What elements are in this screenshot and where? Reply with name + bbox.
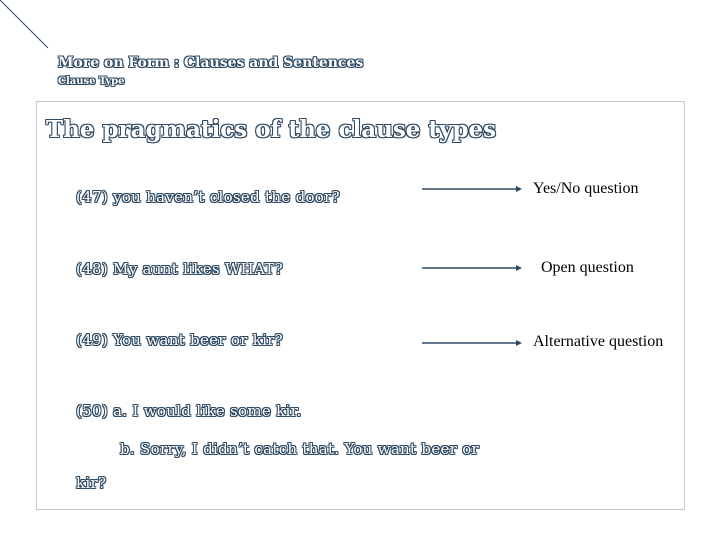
header-title: More on Form : Clauses and Sentences <box>58 55 364 71</box>
example-48-label: Open question <box>541 259 634 276</box>
slide-title: The pragmatics of the clause types <box>46 116 497 143</box>
example-50-line-c: kir? <box>76 474 107 492</box>
example-48-text: (48) My aunt likes WHAT? <box>76 260 284 278</box>
header-subtitle: Clause Type <box>58 76 125 87</box>
example-50-line-a: (50) a. I would like some kir. <box>76 402 302 420</box>
example-50-line-b: b. Sorry, I didn’t catch that. You want beer or <box>120 440 480 458</box>
corner-diagonal-line <box>0 0 60 60</box>
arrow-right-icon <box>422 263 522 273</box>
arrow-right-icon <box>422 184 522 194</box>
example-47-text: (47) you haven’t closed the door? <box>76 188 340 206</box>
example-49-text: (49) You want beer or kir? <box>76 331 284 349</box>
example-49-label: Alternative question <box>533 333 664 350</box>
example-47-label: Yes/No question <box>533 180 639 197</box>
arrow-right-icon <box>422 338 522 348</box>
